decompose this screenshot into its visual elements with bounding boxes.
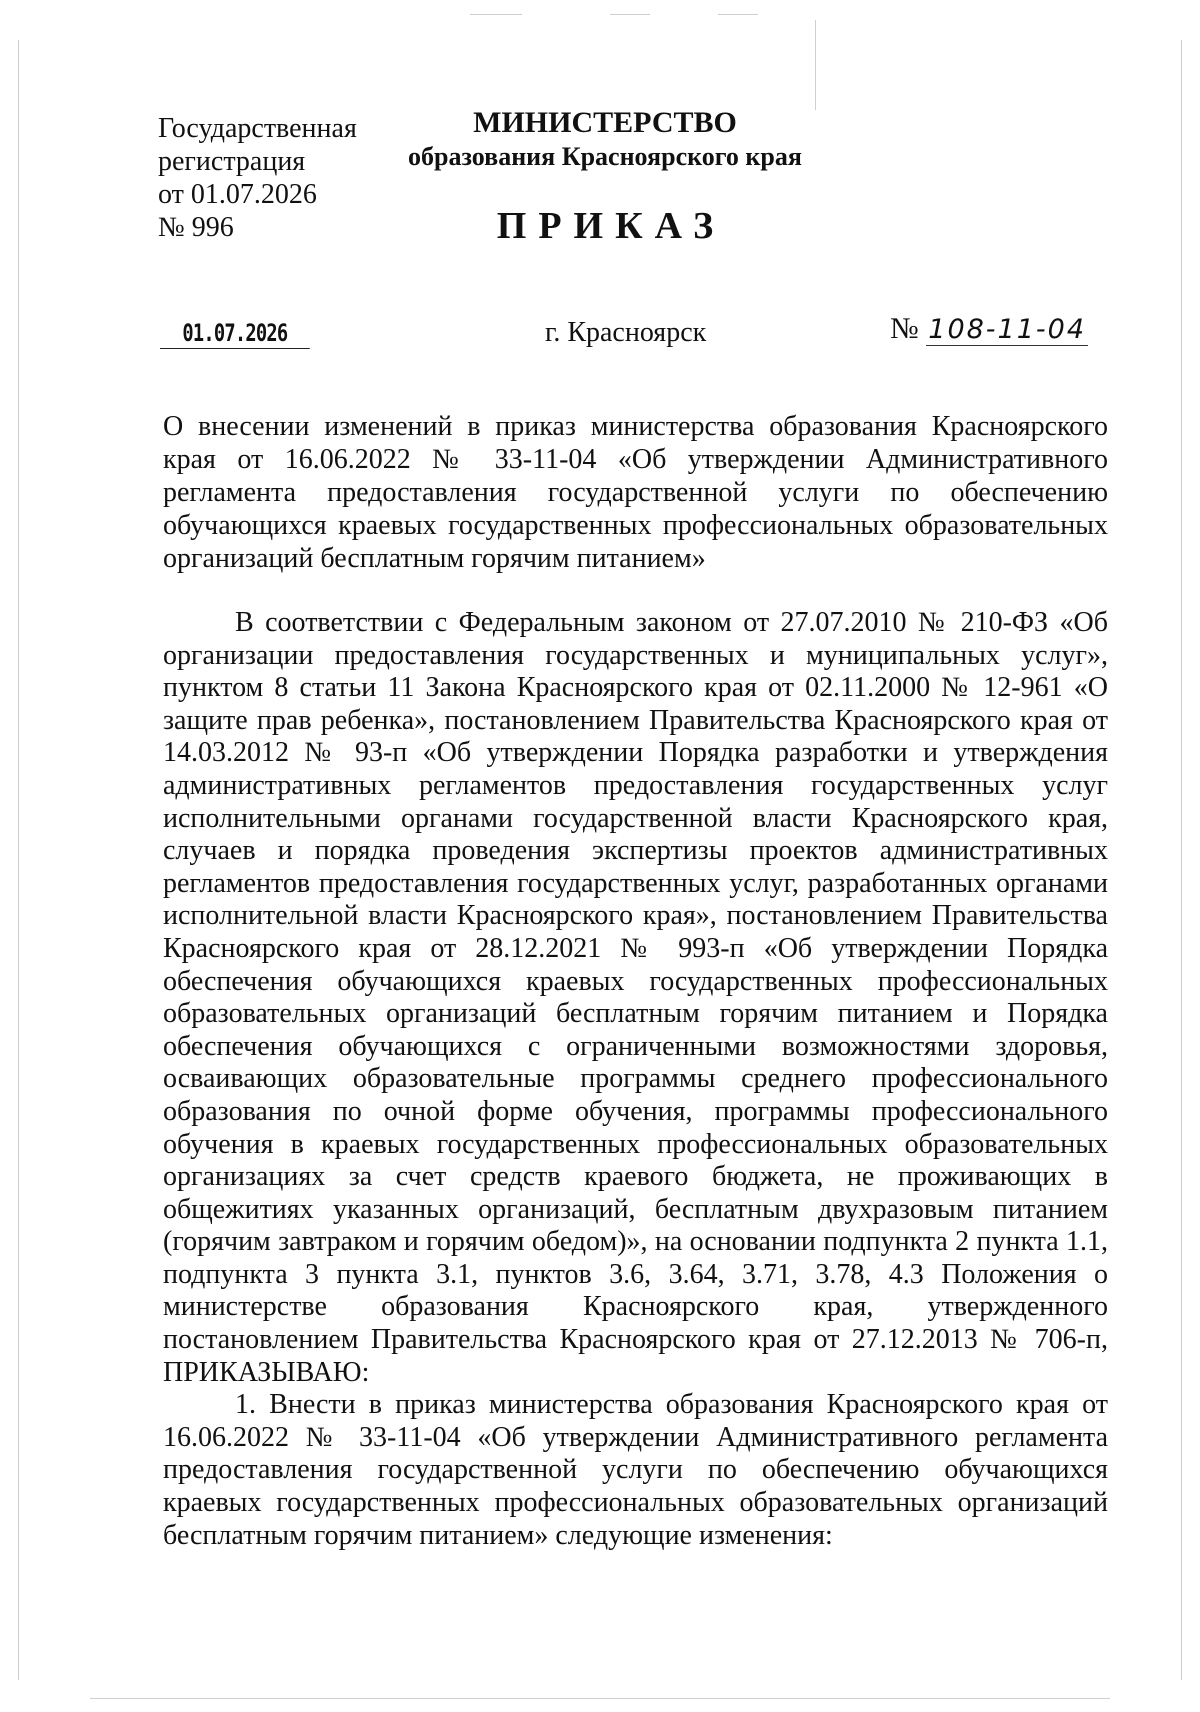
- registration-line: регистрация: [158, 146, 306, 177]
- scan-artifact-right: [1181, 40, 1182, 1680]
- scan-artifact-left: [18, 40, 19, 1680]
- registration-date: от 01.07.2026: [158, 179, 317, 210]
- scan-artifact-bottom: [90, 1698, 1110, 1699]
- registration-block: [158, 112, 408, 244]
- scan-artifact-top: [470, 14, 522, 15]
- scan-artifact-top: [718, 14, 758, 15]
- document-body: [163, 607, 1108, 1552]
- registration-number: № 996: [158, 212, 234, 243]
- ministry-subtitle: образования Красноярского края: [408, 142, 802, 171]
- date-stamp: 01.07.2026: [160, 318, 310, 349]
- city: г. Красноярск: [545, 317, 707, 348]
- order-item-1: 1. Внести в приказ министерства образования Красноярского края от 16.06.2022 № 33-11-04 «Об утверждении Административного регламента предоставления государственной услуги по обеспечению обучающихся краевых государственных профессиональных образовательных организаций бесплатным горячим питанием» следующие изменения:: [163, 1389, 1108, 1551]
- issuing-authority: [405, 106, 805, 246]
- preamble-paragraph: В соответствии с Федеральным законом от 27.07.2010 № 210-ФЗ «Об организации предоставления государственных и муниципальных услуг», пунктом 8 статьи 11 Закона Красноярского края от 02.11.2000 № 12-961 «О защите прав ребенка», постановлением Правительства Красноярского края от 14.03.2012 № 93-п «Об утверждении Порядка разработки и утверждения административных регламентов предоставления государственных услуг исполнительными органами государственной власти Красноярского края, случаев и порядка проведения экспертизы проектов административных регламентов предоставления государственных услуг, разработанных органами исполнительной власти Красноярского края», постановлением Правительства Красноярского края от 28.12.2021 № 993-п «Об утверждении Порядка обеспечения обучающихся краевых государственных профессиональных образовательных организаций бесплатным горячим питанием и Порядка обеспечения обучающихся с ограниченными возможностями здоровья, осваивающих образовательные программы среднего профессионального образования по очной форме обучения, программы профессионального обучения в краевых государственных профессиональных образовательных организациях за счет средств краевого бюджета, не проживающих в общежитиях указанных организаций, бесплатным двухразовым питанием (горячим завтраком и горячим обедом)», на основании подпункта 2 пункта 1.1, подпункта 3 пункта 3.1, пунктов 3.6, 3.64, 3.71, 3.78, 4.3 Положения о министерстве образования Красноярского края, утвержденного постановлением Правительства Красноярского края от 27.12.2013 № 706-п, ПРИКАЗЫВАЮ:: [163, 607, 1108, 1388]
- registration-line: Государственная: [158, 113, 357, 144]
- number-sign: №: [890, 312, 919, 345]
- scan-artifact-center: [815, 20, 816, 110]
- scan-artifact-top: [610, 14, 650, 15]
- handwritten-number: 108-11-04: [928, 314, 1086, 345]
- document-type: ПРИКАЗ: [496, 205, 726, 247]
- document-subject: О внесении изменений в приказ министерства образования Красноярского края от 16.06.2022 № 33-11-04 «Об утверждении Административного регламента предоставления государственной услуги по обеспечению обучающихся краевых государственных профессиональных образовательных организаций бесплатным горячим питанием»: [163, 411, 1108, 574]
- ministry-title: МИНИСТЕРСТВО: [473, 106, 737, 139]
- order-number: [890, 312, 1088, 347]
